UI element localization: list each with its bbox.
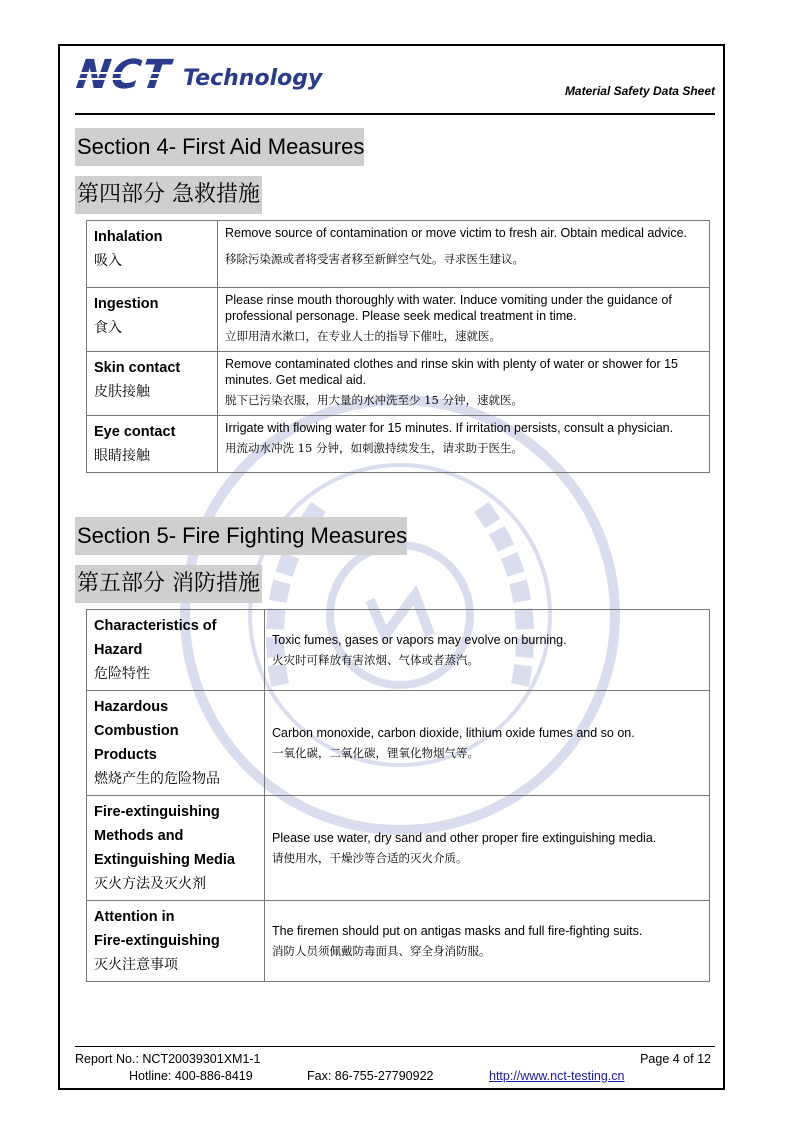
desc-cn: 请使用水，干燥沙等合适的灭火介质。 bbox=[272, 851, 468, 865]
document-type: Material Safety Data Sheet bbox=[564, 84, 715, 98]
label-en-line: Fire-extinguishing bbox=[94, 804, 220, 820]
row-description bbox=[265, 796, 710, 901]
desc-en: Irrigate with flowing water for 15 minutes. If irritation persists, consult a physician. bbox=[225, 421, 674, 435]
label-en-line: Products bbox=[94, 747, 157, 763]
table-row bbox=[87, 691, 710, 796]
table-row bbox=[87, 352, 710, 416]
report-number: Report No.: NCT20039301XM1-1 bbox=[75, 1052, 261, 1066]
label-en-line: Hazardous bbox=[94, 699, 169, 715]
page-header bbox=[75, 50, 715, 110]
section4-title: Section 4- First Aid Measures bbox=[75, 128, 364, 166]
label-en: Inhalation bbox=[94, 229, 163, 245]
row-label bbox=[87, 288, 218, 352]
desc-en: Carbon monoxide, carbon dioxide, lithium oxide fumes and so on. bbox=[272, 726, 635, 740]
desc-cn: 移除污染源或者将受害者移至新鲜空气处。寻求医生建议。 bbox=[225, 252, 524, 266]
label-en: Skin contact bbox=[94, 360, 181, 376]
row-description bbox=[265, 691, 710, 796]
row-label bbox=[87, 901, 265, 982]
label-en-line: Attention in bbox=[94, 909, 175, 925]
row-description bbox=[218, 352, 710, 416]
section5-title: Section 5- Fire Fighting Measures bbox=[75, 517, 407, 555]
desc-en: Remove contaminated clothes and rinse skin with plenty of water or shower for 15 minutes. Get medical aid. bbox=[225, 357, 679, 387]
logo-nct-text: NCT bbox=[73, 52, 174, 98]
row-label bbox=[87, 610, 265, 691]
label-en-line: Characteristics of bbox=[94, 618, 217, 634]
desc-cn: 立即用清水漱口，在专业人士的指导下催吐，速就医。 bbox=[225, 329, 501, 343]
row-description bbox=[218, 416, 710, 473]
label-cn: 危险特性 bbox=[94, 666, 150, 682]
label-en-line: Combustion bbox=[94, 723, 179, 739]
row-label bbox=[87, 416, 218, 473]
table-row bbox=[87, 901, 710, 982]
desc-cn: 火灾时可释放有害浓烟、气体或者蒸汽。 bbox=[272, 653, 479, 667]
label-cn: 皮肤接触 bbox=[94, 384, 150, 400]
section5-title-cn: 第五部分 消防措施 bbox=[75, 565, 262, 603]
desc-cn: 消防人员须佩戴防毒面具、穿全身消防服。 bbox=[272, 944, 491, 958]
table-row bbox=[87, 288, 710, 352]
desc-en: Please rinse mouth thoroughly with water. Induce vomiting under the guidance of professional personage. Please seek medical treatment in time. bbox=[225, 293, 672, 323]
label-cn: 吸入 bbox=[94, 253, 122, 269]
table-row bbox=[87, 610, 710, 691]
label-en-line: Extinguishing Media bbox=[94, 852, 235, 868]
label-cn: 食入 bbox=[94, 320, 122, 336]
desc-en: The firemen should put on antigas masks and full fire-fighting suits. bbox=[272, 924, 643, 938]
table-row bbox=[87, 416, 710, 473]
row-label bbox=[87, 796, 265, 901]
desc-cn: 脱下已污染衣服，用大量的水冲洗至少 15 分钟，速就医。 bbox=[225, 393, 523, 407]
row-description bbox=[218, 221, 710, 288]
label-en: Eye contact bbox=[94, 424, 176, 440]
label-cn: 灭火方法及灭火剂 bbox=[94, 876, 206, 892]
table-row bbox=[87, 221, 710, 288]
label-en-line: Fire-extinguishing bbox=[94, 933, 220, 949]
website-link[interactable]: http://www.nct-testing.cn bbox=[489, 1069, 625, 1083]
desc-en: Toxic fumes, gases or vapors may evolve on burning. bbox=[272, 633, 567, 647]
label-en: Ingestion bbox=[94, 296, 159, 312]
desc-en: Please use water, dry sand and other proper fire extinguishing media. bbox=[272, 831, 657, 845]
row-label bbox=[87, 221, 218, 288]
label-cn: 燃烧产生的危险物品 bbox=[94, 771, 220, 787]
label-cn: 灭火注意事项 bbox=[94, 957, 178, 973]
logo-stripes bbox=[75, 72, 173, 80]
row-description bbox=[265, 610, 710, 691]
row-label bbox=[87, 691, 265, 796]
first-aid-table bbox=[86, 220, 710, 473]
fax: Fax: 86-755-27790922 bbox=[307, 1069, 434, 1083]
label-en-line: Methods and bbox=[94, 828, 184, 844]
hotline: Hotline: 400-886-8419 bbox=[129, 1069, 253, 1083]
row-description bbox=[218, 288, 710, 352]
table-row bbox=[87, 796, 710, 901]
fire-fighting-table bbox=[86, 609, 710, 982]
desc-cn: 一氧化碳，二氧化碳，锂氧化物烟气等。 bbox=[272, 746, 479, 760]
row-description bbox=[265, 901, 710, 982]
desc-cn: 用流动水冲洗 15 分钟，如刺激持续发生，请求助于医生。 bbox=[225, 441, 523, 455]
label-cn: 眼睛接触 bbox=[94, 448, 150, 464]
label-en-line: Hazard bbox=[94, 642, 143, 658]
section4-title-cn: 第四部分 急救措施 bbox=[75, 176, 262, 214]
desc-en: Remove source of contamination or move victim to fresh air. Obtain medical advice. bbox=[225, 226, 688, 240]
page-number: Page 4 of 12 bbox=[640, 1052, 711, 1066]
row-label bbox=[87, 352, 218, 416]
header-divider bbox=[75, 113, 715, 115]
logo-technology-text: Technology bbox=[183, 66, 323, 91]
footer-divider bbox=[75, 1046, 715, 1047]
